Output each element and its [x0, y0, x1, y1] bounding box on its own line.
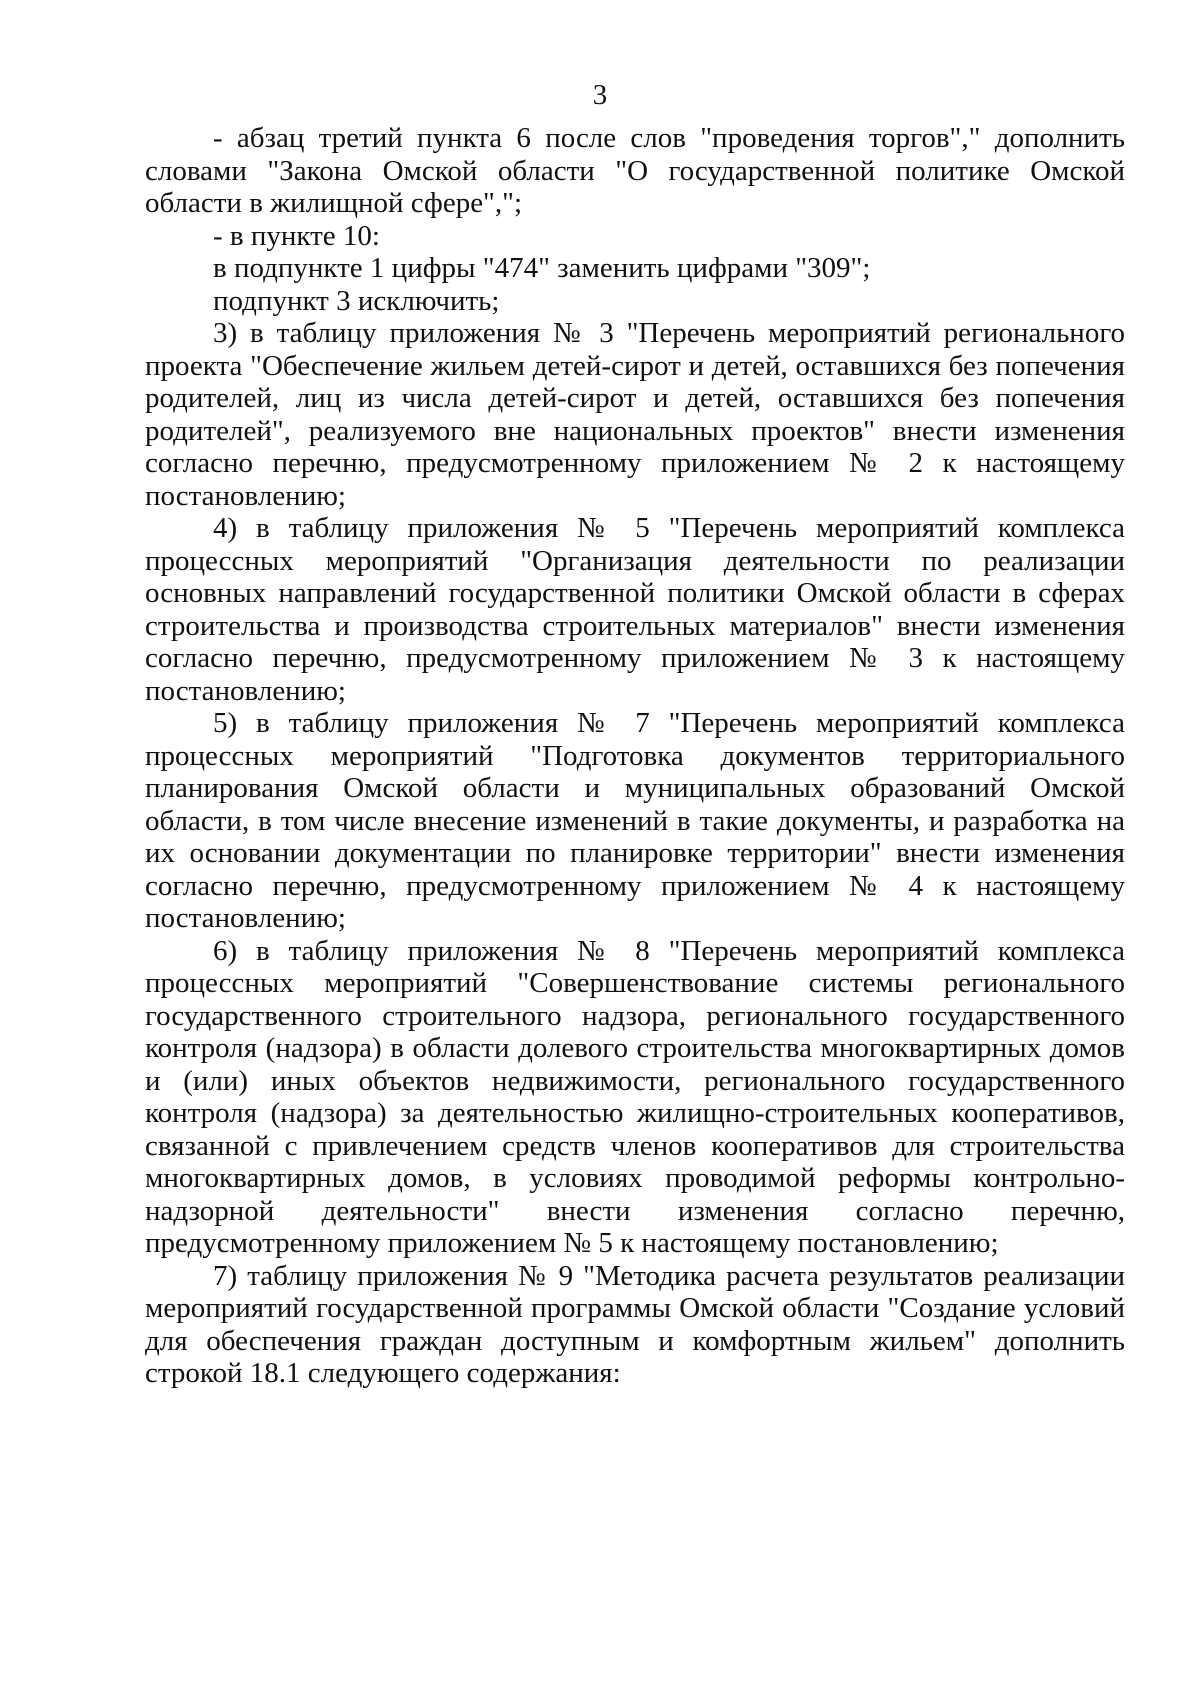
paragraph-subitem-3-exclude: подпункт 3 исключить; [213, 284, 500, 317]
paragraph-point-7: 7) таблицу приложения № 9 "Методика расчета результатов реализации мероприятий государственной программы Омской области "Создание условий для обеспечения граждан доступным и комфортным жильем" дополнить строкой 18.1 следующего содержания: [145, 1259, 1125, 1389]
paragraph-point-5: 5) в таблицу приложения № 7 "Перечень мероприятий комплекса процессных мероприятий "Подготовка документов территориального планирования Омской области и муниципальных образований Омской области, в том числе внесение изменений в такие документы, и разработка на их основании документации по планировке территории" внести изменения согласно перечню, предусмотренному приложением № 4 к настоящему постановлению; [145, 707, 1125, 934]
paragraph-subitem-1: в подпункте 1 цифры "474" заменить цифрами "309"; [213, 252, 871, 284]
paragraph-point-4: 4) в таблицу приложения № 5 "Перечень мероприятий комплекса процессных мероприятий "Организация деятельности по реализации основных направлений государственной политики Омской области в сферах строительства и производства строительных материалов" внести изменения согласно перечню, предусмотренному приложением № 3 к настоящему постановлению; [145, 512, 1125, 707]
paragraph-item-10-heading: - в пункте 10: [213, 219, 380, 252]
paragraph-point-3: 3) в таблицу приложения № 3 "Перечень мероприятий регионального проекта "Обеспечение жильем детей-сирот и детей, оставшихся без попечения родителей, лиц из числа детей-сирот и детей, оставшихся без попечения родителей", реализуемого вне национальных проектов" внести изменения согласно перечню, предусмотренному приложением № 2 к настоящему постановлению; [145, 317, 1125, 512]
paragraph-point-6: 6) в таблицу приложения № 8 "Перечень мероприятий комплекса процессных мероприятий "Совершенствование системы регионального государственного строительного надзора, регионального государственного контроля (надзора) в области долевого строительства многоквартирных домов и (или) иных объектов недвижимости, регионального государственного контроля (надзора) за деятельностью жилищно-строительных кооперативов, связанной с привлечением средств членов кооперативов для строительства многоквартирных домов, в условиях проводимой реформы контрольно-надзорной деятельности" внести изменения согласно перечню, предусмотренному приложением № 5 к настоящему постановлению; [145, 934, 1125, 1259]
paragraph-amendment-item-6: - абзац третий пункта 6 после слов "проведения торгов"," дополнить словами "Закона Омской области "О государственной политике Омской области в жилищной сфере","; [145, 122, 1125, 219]
document-body [145, 122, 1125, 1390]
page-number: 3 [592, 79, 608, 111]
